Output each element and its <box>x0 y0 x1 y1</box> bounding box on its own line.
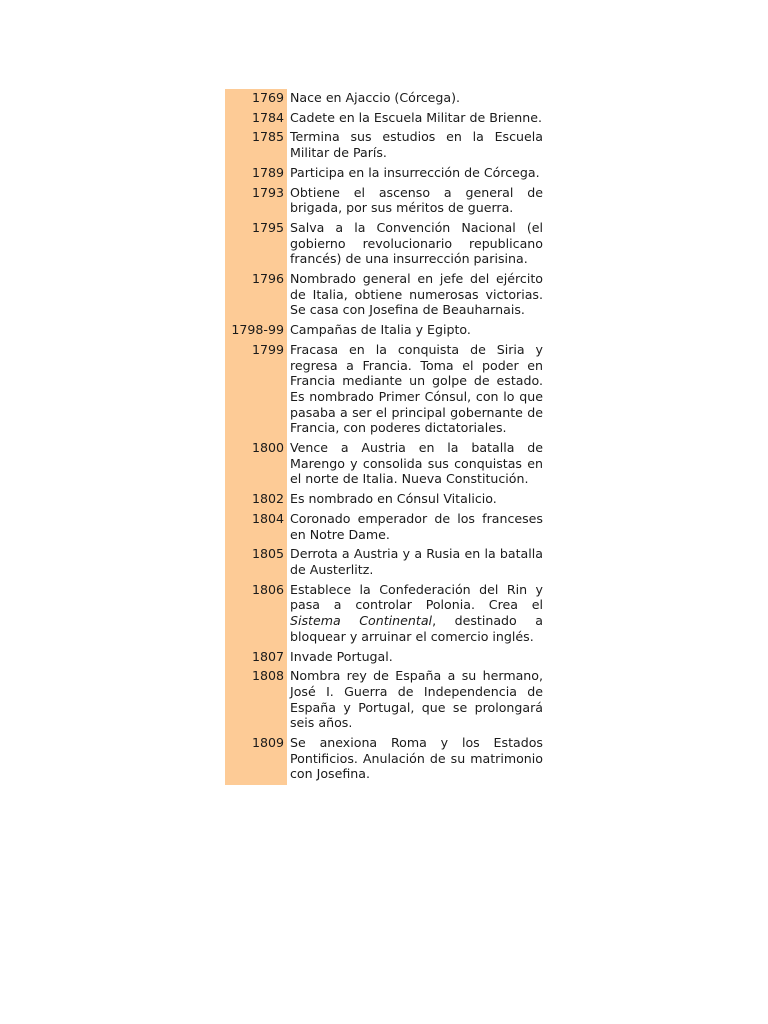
chronology-table <box>225 89 543 785</box>
year-cell: 1800 <box>225 439 287 490</box>
year-cell: 1793 <box>225 184 287 219</box>
event-description: Obtiene el ascenso a general de brigada, por sus méritos de guerra. <box>290 184 543 216</box>
table-row <box>225 109 543 129</box>
table-row <box>225 510 543 545</box>
year-cell: 1785 <box>225 128 287 163</box>
year-cell: 1789 <box>225 164 287 184</box>
table-row <box>225 89 543 109</box>
table-row <box>225 270 543 321</box>
event-description: Fracasa en la conquista de Siria y regresa a Francia. Toma el poder en Francia mediante un golpe de estado. Es nombrado Primer Cónsul, con lo que pasaba a ser el principal gobernante de Francia, con poderes dictatoriales. <box>290 341 543 436</box>
table-row <box>225 734 543 785</box>
event-description: Nombra rey de España a su hermano, José I. Guerra de Independencia de España y Portugal, que se prolongará seis años. <box>290 668 543 731</box>
event-description: Invade Portugal. <box>290 648 393 664</box>
table-row <box>225 128 543 163</box>
year-cell: 1805 <box>225 545 287 580</box>
year-cell: 1809 <box>225 734 287 785</box>
event-description: Nombrado general en jefe del ejército de Italia, obtiene numerosas victorias. Se casa con Josefina de Beauharnais. <box>290 271 543 318</box>
year-cell: 1802 <box>225 490 287 510</box>
event-description: Campañas de Italia y Egipto. <box>290 322 471 338</box>
event-description: Coronado emperador de los franceses en Notre Dame. <box>290 510 543 542</box>
table-row <box>225 648 543 668</box>
table-row <box>225 545 543 580</box>
event-description: Se anexiona Roma y los Estados Pontificios. Anulación de su matrimonio con Josefina. <box>290 735 543 782</box>
table-row <box>225 439 543 490</box>
year-cell: 1808 <box>225 667 287 734</box>
event-description: Participa en la insurrección de Córcega. <box>290 164 540 180</box>
table-row <box>225 321 543 341</box>
table-row <box>225 341 543 439</box>
year-cell: 1798-99 <box>225 321 287 341</box>
year-cell: 1769 <box>225 89 287 109</box>
event-description: Salva a la Convención Nacional (el gobierno revolucionario republicano francés) de una insurrección parisina. <box>290 219 543 267</box>
event-description: Derrota a Austria y a Rusia en la batalla de Austerlitz. <box>290 546 543 577</box>
year-cell: 1795 <box>225 219 287 270</box>
event-description <box>287 581 543 648</box>
year-cell: 1799 <box>225 341 287 439</box>
event-text-after: , destinado a bloquear y arruinar el comercio inglés. <box>290 613 544 644</box>
event-text-before: Establece la Confederación del Rin y pasa a controlar Polonia. Crea el <box>290 581 543 613</box>
table-row <box>225 581 543 648</box>
year-cell: 1807 <box>225 648 287 668</box>
event-description: Termina sus estudios en la Escuela Militar de París. <box>290 129 543 161</box>
table-row <box>225 184 543 219</box>
year-cell: 1796 <box>225 270 287 321</box>
year-cell: 1804 <box>225 510 287 545</box>
table-row <box>225 219 543 270</box>
year-cell: 1806 <box>225 581 287 648</box>
event-text-italic: Sistema Continental <box>290 613 433 629</box>
event-description: Cadete en la Escuela Militar de Brienne. <box>290 109 543 125</box>
year-cell: 1784 <box>225 109 287 129</box>
event-description: Es nombrado en Cónsul Vitalicio. <box>290 491 497 507</box>
table-row <box>225 490 543 510</box>
event-description: Vence a Austria en la batalla de Marengo y consolida sus conquistas en el norte de Italia. Nueva Constitución. <box>290 440 543 487</box>
event-description: Nace en Ajaccio (Córcega). <box>290 90 461 105</box>
table-row <box>225 667 543 734</box>
table-row <box>225 164 543 184</box>
